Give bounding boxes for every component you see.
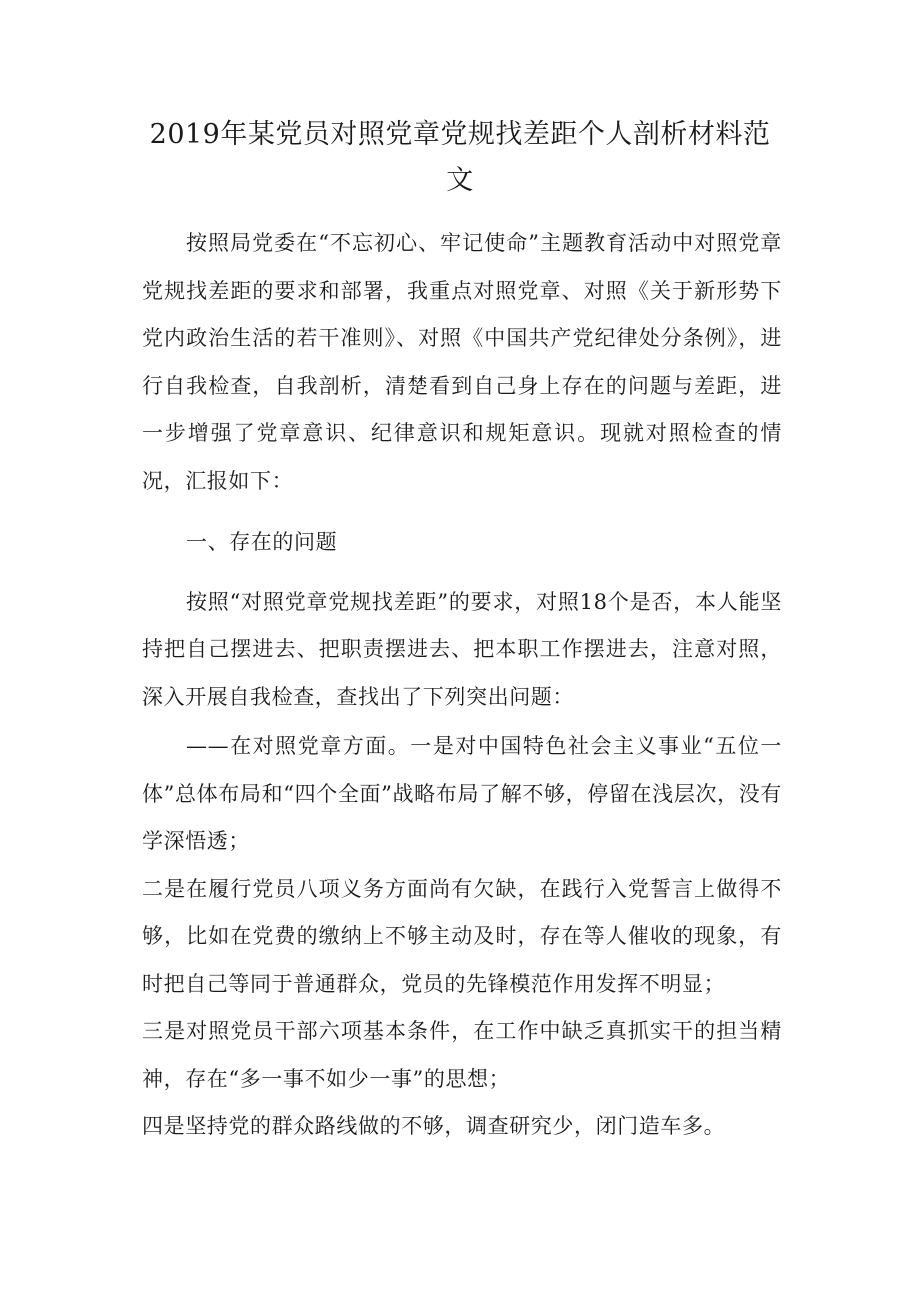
problems-intro-paragraph: 按照“对照党章党规找差距”的要求，对照18个是否，本人能坚持把自己摆进去、把职责摆进去、把本职工作摆进去，注意对照，深入开展自我检查，查找出了下列突出问题： bbox=[142, 589, 782, 709]
point-four-paragraph: 四是坚持党的群众路线做的不够，调查研究少，闭门造车多。 bbox=[142, 1114, 726, 1138]
document-body bbox=[142, 220, 782, 1151]
party-constitution-paragraph: ——在对照党章方面。一是对中国特色社会主义事业“五位一体”总体布局和“四个全面”战略布局了解不够，停留在浅层次，没有学深悟透； bbox=[142, 734, 782, 853]
point-three-paragraph: 三是对照党员干部六项基本条件，在工作中缺乏真抓实干的担当精神，存在“多一事不如少一事”的思想； bbox=[142, 1019, 782, 1091]
document-title: 2019年某党员对照党章党规找差距个人剖析材料范文 bbox=[149, 119, 771, 196]
point-two-paragraph: 二是在履行党员八项义务方面尚有欠缺，在践行入党誓言上做得不够，比如在党费的缴纳上不够主动及时，存在等人催收的现象，有时把自己等同于普通群众，党员的先锋模范作用发挥不明显； bbox=[142, 876, 782, 996]
section-heading-problems: 一、存在的问题 bbox=[186, 530, 338, 554]
intro-paragraph: 按照局党委在“不忘初心、牢记使命”主题教育活动中对照党章党规找差距的要求和部署，我重点对照党章、对照《关于新形势下党内政治生活的若干准则》、对照《中国共产党纪律处分条例》，进行自我检查，自我剖析，清楚看到自己身上存在的问题与差距，进一步增强了党章意识、纪律意识和规矩意识。现就对照检查的情况，汇报如下： bbox=[142, 231, 782, 493]
